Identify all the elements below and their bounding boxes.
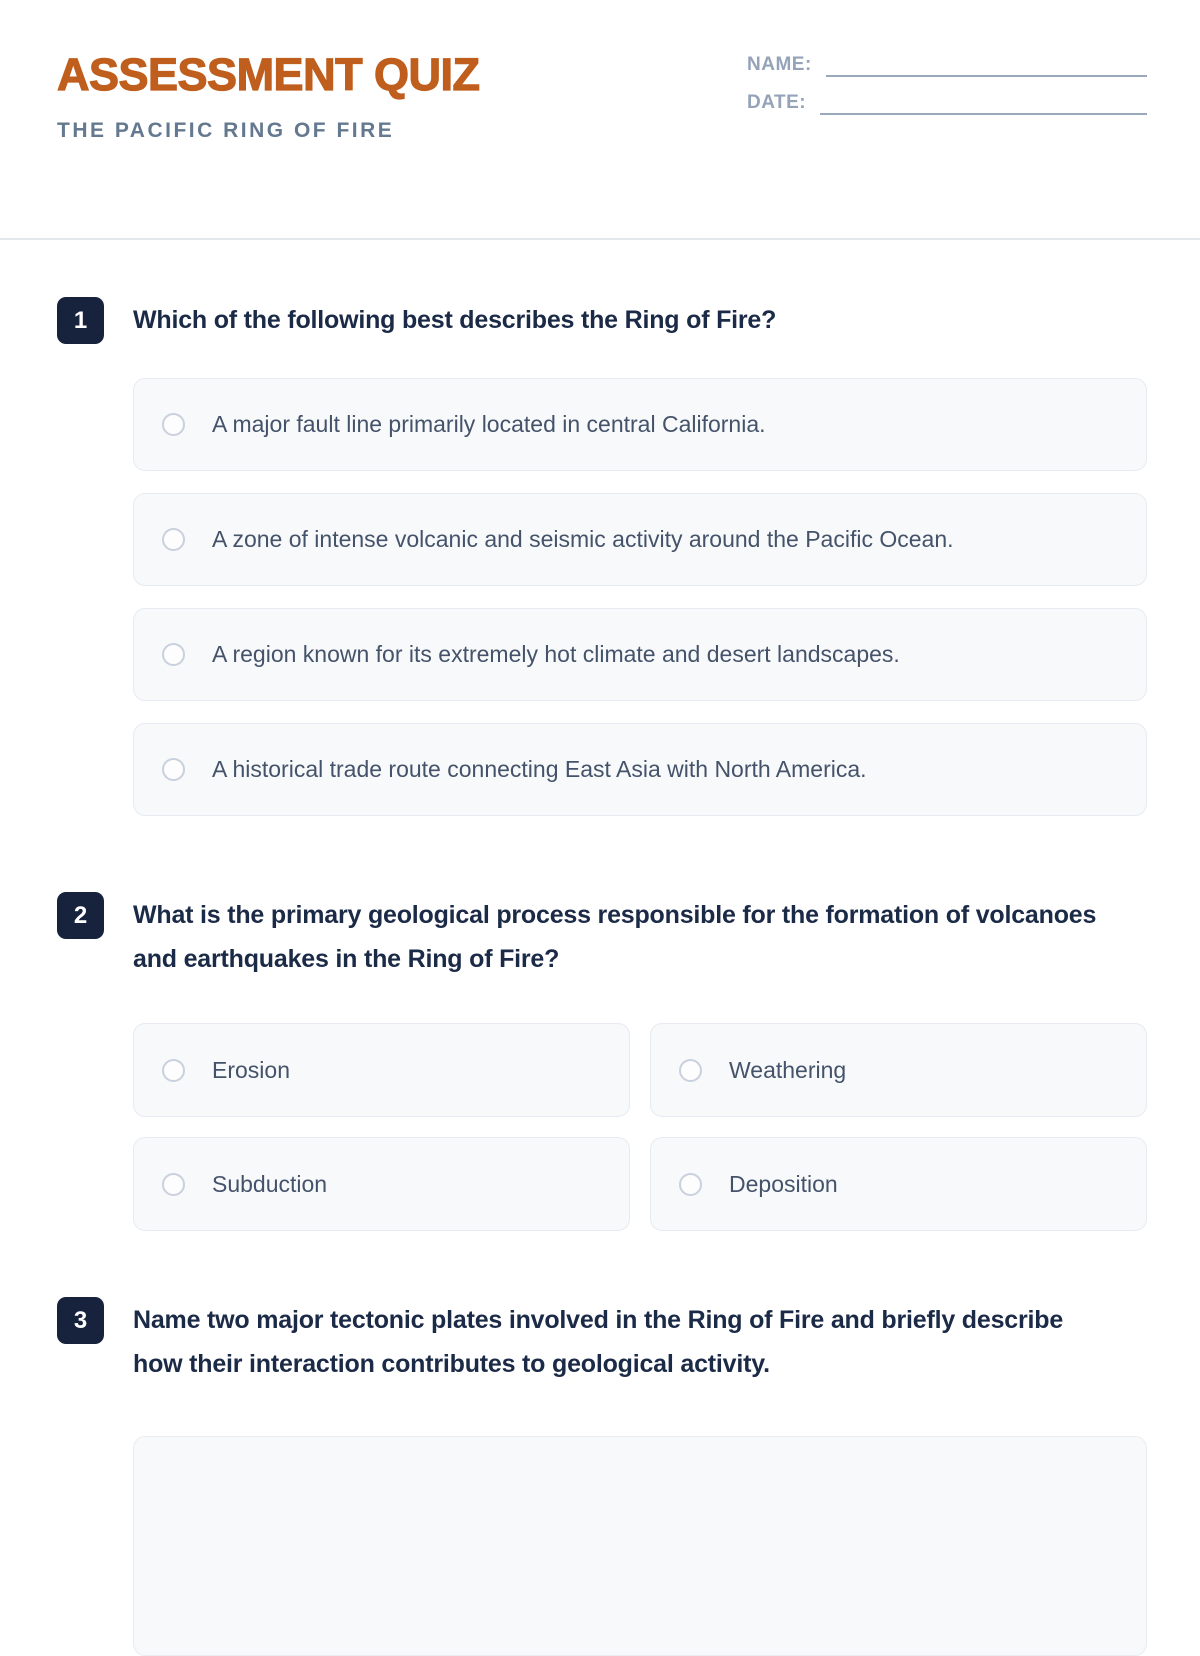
question-2-option-b[interactable] xyxy=(650,1023,1147,1117)
question-3-row xyxy=(57,1297,1147,1386)
question-3-number-badge: 3 xyxy=(57,1297,104,1344)
radio-icon[interactable] xyxy=(162,528,185,551)
page-title: ASSESSMENT QUIZ xyxy=(57,49,480,100)
radio-icon[interactable] xyxy=(679,1059,702,1082)
question-1-section xyxy=(57,297,1147,816)
radio-icon[interactable] xyxy=(162,643,185,666)
option-label: A region known for its extremely hot climate and desert landscapes. xyxy=(212,641,900,667)
question-2-number-badge: 2 xyxy=(57,892,104,939)
question-2-options xyxy=(133,1023,1147,1231)
option-label: A zone of intense volcanic and seismic activity around the Pacific Ocean. xyxy=(212,526,954,552)
question-2-row xyxy=(57,892,1147,981)
question-2-option-a[interactable] xyxy=(133,1023,630,1117)
radio-icon[interactable] xyxy=(679,1173,702,1196)
question-1-text: Which of the following best describes the Ring of Fire? xyxy=(133,306,777,334)
name-date-fields xyxy=(747,52,1147,130)
question-1-row xyxy=(57,297,1147,344)
title-block xyxy=(57,49,480,143)
question-2-option-c[interactable] xyxy=(133,1137,630,1231)
radio-icon[interactable] xyxy=(162,758,185,781)
name-label: NAME: xyxy=(747,54,812,75)
question-2-option-d[interactable] xyxy=(650,1137,1147,1231)
date-input-line[interactable] xyxy=(820,93,1147,115)
option-label: Subduction xyxy=(212,1170,328,1197)
page-subtitle: THE PACIFIC RING OF FIRE xyxy=(57,119,395,142)
radio-icon[interactable] xyxy=(162,1059,185,1082)
question-1-option-d[interactable] xyxy=(133,723,1147,816)
date-field-row xyxy=(747,92,1147,115)
quiz-body xyxy=(0,297,1200,1656)
radio-icon[interactable] xyxy=(162,1173,185,1196)
name-input-line[interactable] xyxy=(826,55,1147,77)
question-2-section xyxy=(57,892,1147,1231)
question-1-options xyxy=(133,378,1147,816)
question-1-option-c[interactable] xyxy=(133,608,1147,701)
question-2-text: What is the primary geological process responsible for the formation of volcanoes and earthquakes in the Ring of Fire? xyxy=(133,901,1097,973)
answer-textarea[interactable] xyxy=(133,1436,1147,1656)
question-1-number-badge: 1 xyxy=(57,297,104,344)
name-field-row xyxy=(747,54,1147,77)
date-label: DATE: xyxy=(747,92,807,113)
question-3-section xyxy=(57,1297,1147,1656)
option-label: Erosion xyxy=(212,1056,290,1083)
option-label: Weathering xyxy=(729,1056,847,1083)
radio-icon[interactable] xyxy=(162,413,185,436)
option-label: A major fault line primarily located in central California. xyxy=(212,411,766,437)
header-divider xyxy=(0,238,1200,240)
question-3-text: Name two major tectonic plates involved in the Ring of Fire and briefly describe how their interaction contributes to geological activity. xyxy=(133,1306,1064,1378)
option-label: A historical trade route connecting East Asia with North America. xyxy=(212,756,867,782)
page-header xyxy=(0,0,1200,238)
question-1-option-b[interactable] xyxy=(133,493,1147,586)
question-1-option-a[interactable] xyxy=(133,378,1147,471)
option-label: Deposition xyxy=(729,1170,838,1197)
